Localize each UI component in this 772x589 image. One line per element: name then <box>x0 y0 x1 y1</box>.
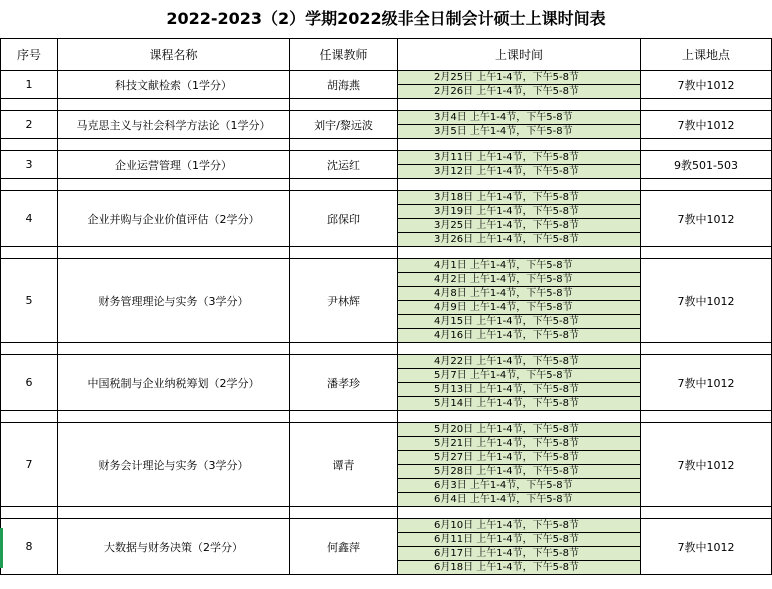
course-teacher: 潘孝珍 <box>290 355 398 411</box>
course-room: 7教中1012 <box>641 519 772 575</box>
class-time: 5月21日 上午1-4节，下午5-8节 <box>398 437 641 451</box>
course-number: 4 <box>1 191 58 247</box>
spacer-cell <box>1 411 58 423</box>
course-room: 7教中1012 <box>641 191 772 247</box>
spacer-cell <box>398 179 641 191</box>
spacer-cell <box>641 99 772 111</box>
spacer-cell <box>290 507 398 519</box>
course-teacher: 刘宇/黎远波 <box>290 111 398 139</box>
course-number: 1 <box>1 71 58 99</box>
course-name: 大数据与财务决策（2学分） <box>58 519 290 575</box>
spacer-cell <box>641 247 772 259</box>
class-time: 5月14日 上午1-4节，下午5-8节 <box>398 397 641 411</box>
spacer-row <box>1 343 772 355</box>
table-row <box>1 423 772 437</box>
course-teacher: 谭青 <box>290 423 398 507</box>
course-name: 财务管理理论与实务（3学分） <box>58 259 290 343</box>
spacer-row <box>1 507 772 519</box>
header-time: 上课时间 <box>398 39 641 71</box>
course-room: 7教中1012 <box>641 259 772 343</box>
course-name: 企业并购与企业价值评估（2学分） <box>58 191 290 247</box>
class-time: 4月22日 上午1-4节，下午5-8节 <box>398 355 641 369</box>
class-time: 3月11日 上午1-4节，下午5-8节 <box>398 151 641 165</box>
class-time: 4月15日 上午1-4节，下午5-8节 <box>398 315 641 329</box>
spacer-cell <box>398 507 641 519</box>
class-time: 5月27日 上午1-4节，下午5-8节 <box>398 451 641 465</box>
spacer-row <box>1 247 772 259</box>
class-time: 6月18日 上午1-4节，下午5-8节 <box>398 561 641 575</box>
spacer-cell <box>641 343 772 355</box>
course-teacher: 沈运红 <box>290 151 398 179</box>
spacer-cell <box>1 343 58 355</box>
spacer-row <box>1 179 772 191</box>
course-teacher: 尹林辉 <box>290 259 398 343</box>
spacer-cell <box>58 179 290 191</box>
spacer-cell <box>58 139 290 151</box>
table-row <box>1 519 772 533</box>
course-name: 企业运营管理（1学分） <box>58 151 290 179</box>
class-time: 4月2日 上午1-4节，下午5-8节 <box>398 273 641 287</box>
course-number: 3 <box>1 151 58 179</box>
course-number: 5 <box>1 259 58 343</box>
table-row <box>1 259 772 273</box>
spacer-cell <box>290 411 398 423</box>
class-time: 6月10日 上午1-4节，下午5-8节 <box>398 519 641 533</box>
class-time: 4月1日 上午1-4节，下午5-8节 <box>398 259 641 273</box>
spacer-cell <box>398 99 641 111</box>
class-time: 5月7日 上午1-4节，下午5-8节 <box>398 369 641 383</box>
spacer-row <box>1 411 772 423</box>
spacer-cell <box>290 247 398 259</box>
spacer-cell <box>290 179 398 191</box>
course-number: 8 <box>1 519 58 575</box>
course-room: 7教中1012 <box>641 111 772 139</box>
course-name: 财务会计理论与实务（3学分） <box>58 423 290 507</box>
course-number: 7 <box>1 423 58 507</box>
table-row <box>1 111 772 125</box>
class-time: 4月9日 上午1-4节，下午5-8节 <box>398 301 641 315</box>
course-teacher: 邱保印 <box>290 191 398 247</box>
class-time: 5月28日 上午1-4节，下午5-8节 <box>398 465 641 479</box>
spacer-cell <box>398 411 641 423</box>
class-time: 5月13日 上午1-4节，下午5-8节 <box>398 383 641 397</box>
class-time: 3月12日 上午1-4节，下午5-8节 <box>398 165 641 179</box>
spacer-cell <box>1 507 58 519</box>
spacer-cell <box>398 139 641 151</box>
spacer-cell <box>641 411 772 423</box>
spacer-cell <box>1 99 58 111</box>
spacer-cell <box>398 343 641 355</box>
spacer-cell <box>290 343 398 355</box>
header-teacher: 任课教师 <box>290 39 398 71</box>
table-row <box>1 355 772 369</box>
spacer-cell <box>58 247 290 259</box>
course-teacher: 何鑫萍 <box>290 519 398 575</box>
spacer-cell <box>641 179 772 191</box>
class-time: 6月17日 上午1-4节，下午5-8节 <box>398 547 641 561</box>
table-row <box>1 191 772 205</box>
course-name: 马克思主义与社会科学方法论（1学分） <box>58 111 290 139</box>
spacer-row <box>1 139 772 151</box>
table-row <box>1 71 772 85</box>
course-room: 9教501-503 <box>641 151 772 179</box>
class-time: 6月11日 上午1-4节，下午5-8节 <box>398 533 641 547</box>
spacer-cell <box>1 139 58 151</box>
class-time: 3月4日 上午1-4节，下午5-8节 <box>398 111 641 125</box>
class-time: 2月26日 上午1-4节，下午5-8节 <box>398 85 641 99</box>
class-time: 3月18日 上午1-4节，下午5-8节 <box>398 191 641 205</box>
class-time: 6月4日 上午1-4节，下午5-8节 <box>398 493 641 507</box>
spacer-cell <box>398 247 641 259</box>
class-time: 5月20日 上午1-4节，下午5-8节 <box>398 423 641 437</box>
header-course: 课程名称 <box>58 39 290 71</box>
spacer-cell <box>641 139 772 151</box>
course-number: 6 <box>1 355 58 411</box>
header-room: 上课地点 <box>641 39 772 71</box>
spacer-cell <box>290 99 398 111</box>
class-time: 3月19日 上午1-4节，下午5-8节 <box>398 205 641 219</box>
class-time: 3月5日 上午1-4节，下午5-8节 <box>398 125 641 139</box>
course-room: 7教中1012 <box>641 71 772 99</box>
class-time: 4月16日 上午1-4节，下午5-8节 <box>398 329 641 343</box>
course-number: 2 <box>1 111 58 139</box>
spacer-cell <box>1 179 58 191</box>
class-time: 3月26日 上午1-4节，下午5-8节 <box>398 233 641 247</box>
spacer-row <box>1 99 772 111</box>
spacer-cell <box>1 247 58 259</box>
course-name: 中国税制与企业纳税筹划（2学分） <box>58 355 290 411</box>
course-room: 7教中1012 <box>641 423 772 507</box>
course-room: 7教中1012 <box>641 355 772 411</box>
header-no: 序号 <box>1 39 58 71</box>
class-time: 6月3日 上午1-4节，下午5-8节 <box>398 479 641 493</box>
spacer-cell <box>58 411 290 423</box>
spacer-cell <box>58 507 290 519</box>
class-time: 3月25日 上午1-4节，下午5-8节 <box>398 219 641 233</box>
header-row <box>1 39 772 71</box>
course-name: 科技文献检索（1学分） <box>58 71 290 99</box>
table-row <box>1 151 772 165</box>
spacer-cell <box>290 139 398 151</box>
page-title: 2022-2023（2）学期2022级非全日制会计硕士上课时间表 <box>166 9 606 28</box>
spacer-cell <box>58 343 290 355</box>
class-time: 2月25日 上午1-4节，下午5-8节 <box>398 71 641 85</box>
spacer-cell <box>58 99 290 111</box>
class-time: 4月8日 上午1-4节，下午5-8节 <box>398 287 641 301</box>
course-teacher: 胡海燕 <box>290 71 398 99</box>
schedule-table <box>0 38 772 575</box>
sheet-edge-marker <box>0 528 3 568</box>
spacer-cell <box>641 507 772 519</box>
